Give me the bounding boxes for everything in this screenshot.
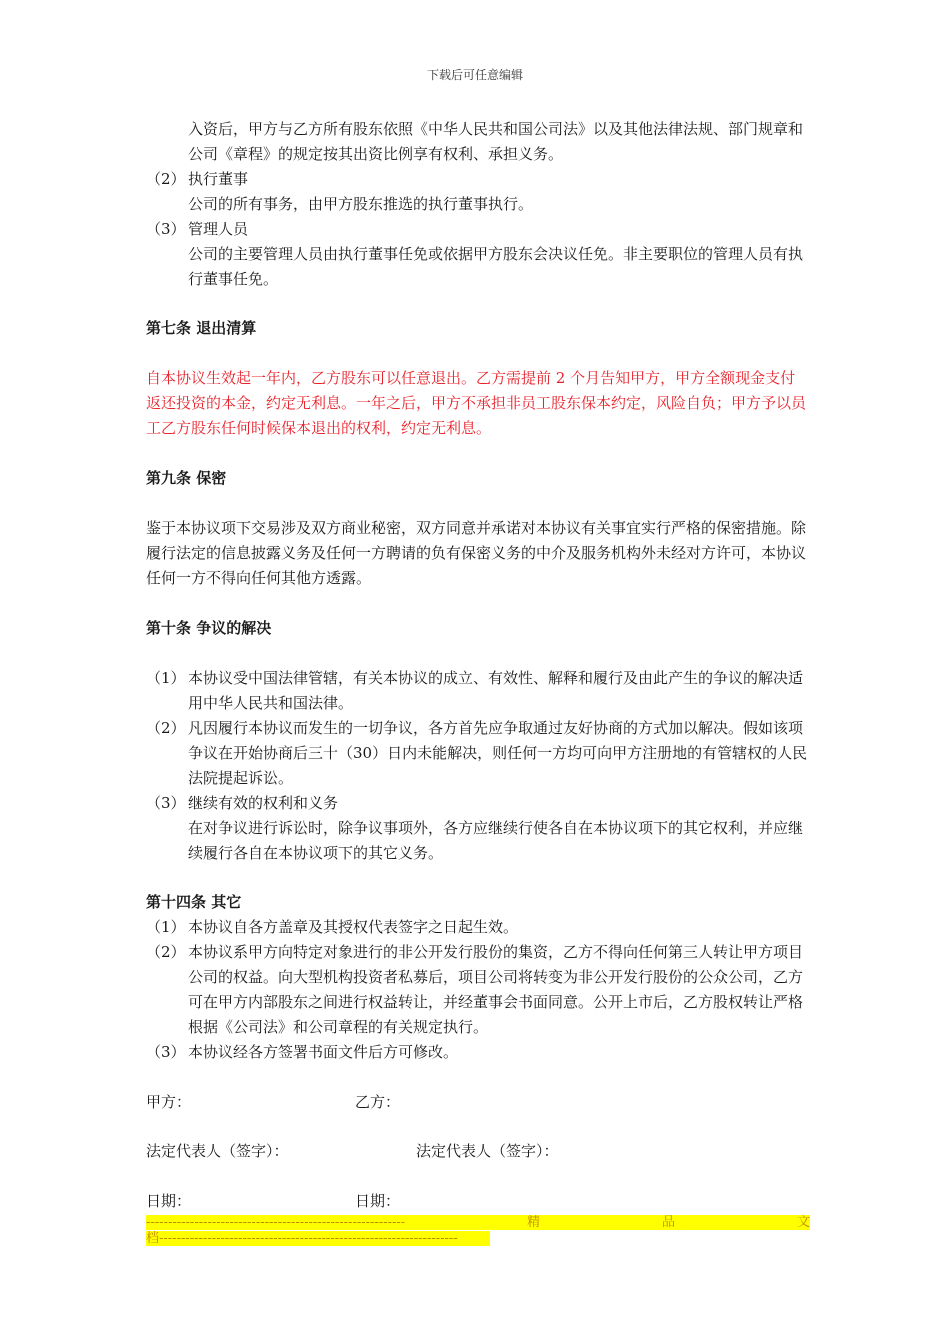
footer-dashes: ----------------------------------------------------------- (146, 1215, 406, 1230)
list-item (146, 940, 810, 1040)
list-number: （1） (146, 918, 186, 936)
article-9-heading: 第九条 保密 (146, 469, 227, 487)
page-header: 下载后可任意编辑 (426, 68, 523, 82)
list-item (146, 666, 810, 716)
list-item-management (146, 217, 810, 242)
list-text: 凡因履行本协议而发生的一切争议，各方首先应争取通过友好协商的方式加以解决。假如该项争议在开始协商后三十（30）日内未能解决，则任何一方均可向甲方注册地的有管辖权的人民法院提起诉讼。 (188, 719, 808, 787)
list-text: 本协议系甲方向特定对象进行的非公开发行股份的集资，乙方不得向任何第三人转让甲方项目公司的权益。向大型机构投资者私募后，项目公司将转变为非公开发行股份的公众公司，乙方可在甲方内部股东之间进行权益转让，并经董事会书面同意。公开上市后，乙方股权转让严格根据《公司法》和公司章程的有关规定执行。 (188, 943, 804, 1036)
party-a-date-label: 日期： (146, 1192, 192, 1210)
paragraph-management: 公司的主要管理人员由执行董事任免或依据甲方股东会决议任免。非主要职位的管理人员有执行董事任免。 (188, 245, 804, 288)
party-a-representative-label: 法定代表人（签字）： (146, 1142, 289, 1160)
list-number: （3） (146, 794, 186, 812)
paragraph-capital-rights: 入资后，甲方与乙方所有股东依照《中华人民共和国公司法》以及其他法律法规、部门规章和公司《章程》的规定按其出资比例享有权利、承担义务。 (188, 120, 804, 163)
article-7-body: 自本协议生效起一年内，乙方股东可以任意退出。乙方需提前 2 个月告知甲方，甲方全额现金支付返还投资的本金，约定无利息。一年之后，甲方不承担非员工股东保本约定，风险自负；甲方予以员工乙方股东任何时候保本退出的权利，约定无利息。 (146, 369, 807, 437)
party-b-date-label: 日期： (355, 1192, 401, 1210)
list-title: 执行董事 (188, 170, 249, 188)
article-10-heading: 第十条 争议的解决 (146, 619, 272, 637)
list-number: （3） (146, 1043, 186, 1061)
article-14 (146, 890, 810, 1065)
party-b-label: 乙方： (355, 1093, 401, 1111)
list-number: （2） (146, 719, 186, 737)
footer-char: 文 (796, 1215, 810, 1230)
list-item (146, 915, 810, 940)
article-14-heading: 第十四条 其它 (146, 893, 242, 911)
list-title: 管理人员 (188, 220, 249, 238)
list-number: （3） (146, 220, 186, 238)
paragraph-executive-director: 公司的所有事务，由甲方股东推选的执行董事执行。 (188, 195, 534, 213)
list-number: （2） (146, 943, 186, 961)
section-shareholders (146, 117, 810, 292)
list-item (146, 791, 810, 816)
footer-char: 精 (527, 1215, 541, 1230)
article-10-list (146, 666, 810, 866)
article-7-heading: 第七条 退出清算 (146, 319, 257, 337)
footer-watermark-line-2: 档-------------------------------------------------------------------- (146, 1231, 490, 1246)
footer-watermark-line-1 (146, 1215, 810, 1230)
list-text: 本协议受中国法律管辖，有关本协议的成立、有效性、解释和履行及由此产生的争议的解决适用中华人民共和国法律。 (188, 669, 804, 712)
article-9-body: 鉴于本协议项下交易涉及双方商业秘密，双方同意并承诺对本协议有关事宜实行严格的保密措施。除履行法定的信息披露义务及任何一方聘请的负有保密义务的中介及服务机构外未经对方许可，本协议任何一方不得向任何其他方透露。 (146, 519, 807, 587)
party-a-label: 甲方： (146, 1093, 192, 1111)
list-item (146, 1040, 810, 1065)
list-number: （2） (146, 170, 186, 188)
paragraph-continuing-rights: 在对争议进行诉讼时，除争议事项外，各方应继续行使各自在本协议项下的其它权利，并应继续履行各自在本协议项下的其它义务。 (188, 819, 804, 862)
party-b-representative-label: 法定代表人（签字）： (416, 1142, 559, 1160)
footer-char: 品 (662, 1215, 676, 1230)
list-item (146, 716, 810, 791)
list-text: 本协议经各方签署书面文件后方可修改。 (188, 1043, 459, 1061)
list-number: （1） (146, 669, 186, 687)
list-text: 本协议自各方盖章及其授权代表签字之日起生效。 (188, 918, 519, 936)
list-item-executive-director (146, 167, 810, 192)
list-title: 继续有效的权利和义务 (188, 794, 339, 812)
